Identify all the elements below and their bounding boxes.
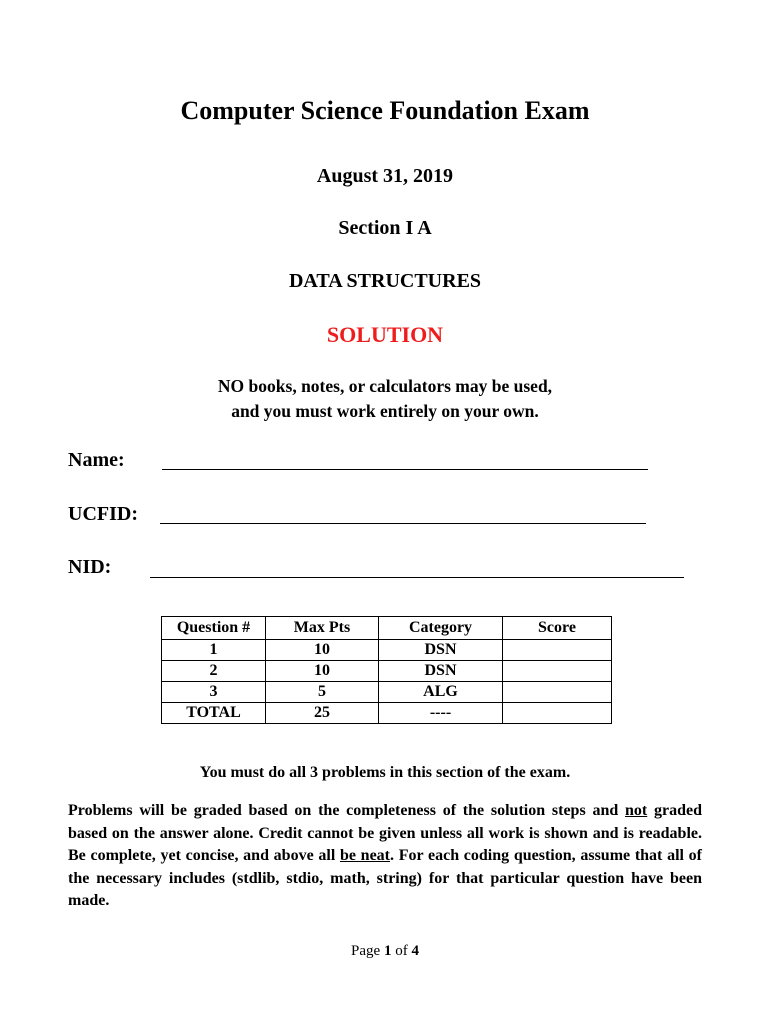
score-cell[interactable] — [503, 682, 612, 703]
score-cell[interactable] — [503, 661, 612, 682]
category-cell: ALG — [379, 682, 503, 703]
para-text-3: . For each coding question, assume that all of the necessary includes (stdlib, stdio, math, string) for that particular question have been made. — [68, 847, 702, 909]
score-table — [161, 616, 612, 724]
max-pts-cell: 10 — [266, 661, 379, 682]
category-cell: DSN — [379, 661, 503, 682]
page-current: 1 — [383, 943, 392, 959]
page-of: of — [391, 943, 412, 959]
page-total: 4 — [411, 943, 419, 959]
header-category: Category — [379, 617, 503, 640]
nid-field[interactable] — [150, 577, 684, 578]
max-pts-cell: 5 — [266, 682, 379, 703]
para-underline-be-neat: be neat — [339, 847, 391, 864]
name-field[interactable] — [162, 469, 648, 470]
grading-paragraph — [68, 800, 702, 913]
category-cell: ---- — [379, 703, 503, 724]
header-max-pts: Max Pts — [266, 617, 379, 640]
table-row — [162, 682, 612, 703]
score-cell[interactable] — [503, 703, 612, 724]
header-question: Question # — [162, 617, 266, 640]
name-label: Name: — [68, 449, 125, 471]
ucfid-field[interactable] — [160, 523, 646, 524]
question-cell: 3 — [162, 682, 266, 703]
score-cell[interactable] — [503, 640, 612, 661]
solution-label: SOLUTION — [326, 322, 444, 347]
para-text-2: graded based on the answer alone. Credit cannot be given unless all work is shown and is readable. Be complete, yet concise, and above all — [68, 802, 703, 864]
instructions-line-2: and you must work entirely on your own. — [231, 401, 539, 421]
exam-date: August 31, 2019 — [316, 165, 454, 187]
ucfid-label: UCFID: — [68, 503, 138, 525]
max-pts-cell: 25 — [266, 703, 379, 724]
category-cell: DSN — [379, 640, 503, 661]
max-pts-cell: 10 — [266, 640, 379, 661]
table-header-row — [162, 617, 612, 640]
instructions-line-1: NO books, notes, or calculators may be used, — [217, 376, 553, 396]
nid-label: NID: — [68, 556, 112, 578]
table-row — [162, 661, 612, 682]
table-row — [162, 640, 612, 661]
exam-subject: DATA STRUCTURES — [288, 270, 482, 292]
para-text-1: Problems will be graded based on the completeness of the solution steps and — [68, 802, 626, 819]
table-row-total — [162, 703, 612, 724]
question-cell: TOTAL — [162, 703, 266, 724]
question-cell: 2 — [162, 661, 266, 682]
header-score: Score — [503, 617, 612, 640]
page-number — [0, 943, 770, 960]
para-underline-not: not — [625, 802, 648, 819]
question-cell: 1 — [162, 640, 266, 661]
exam-title: Computer Science Foundation Exam — [180, 96, 590, 125]
page-prefix: Page — [351, 943, 384, 959]
must-do-note: You must do all 3 problems in this section of the exam. — [199, 764, 571, 781]
exam-section: Section I A — [338, 217, 432, 239]
